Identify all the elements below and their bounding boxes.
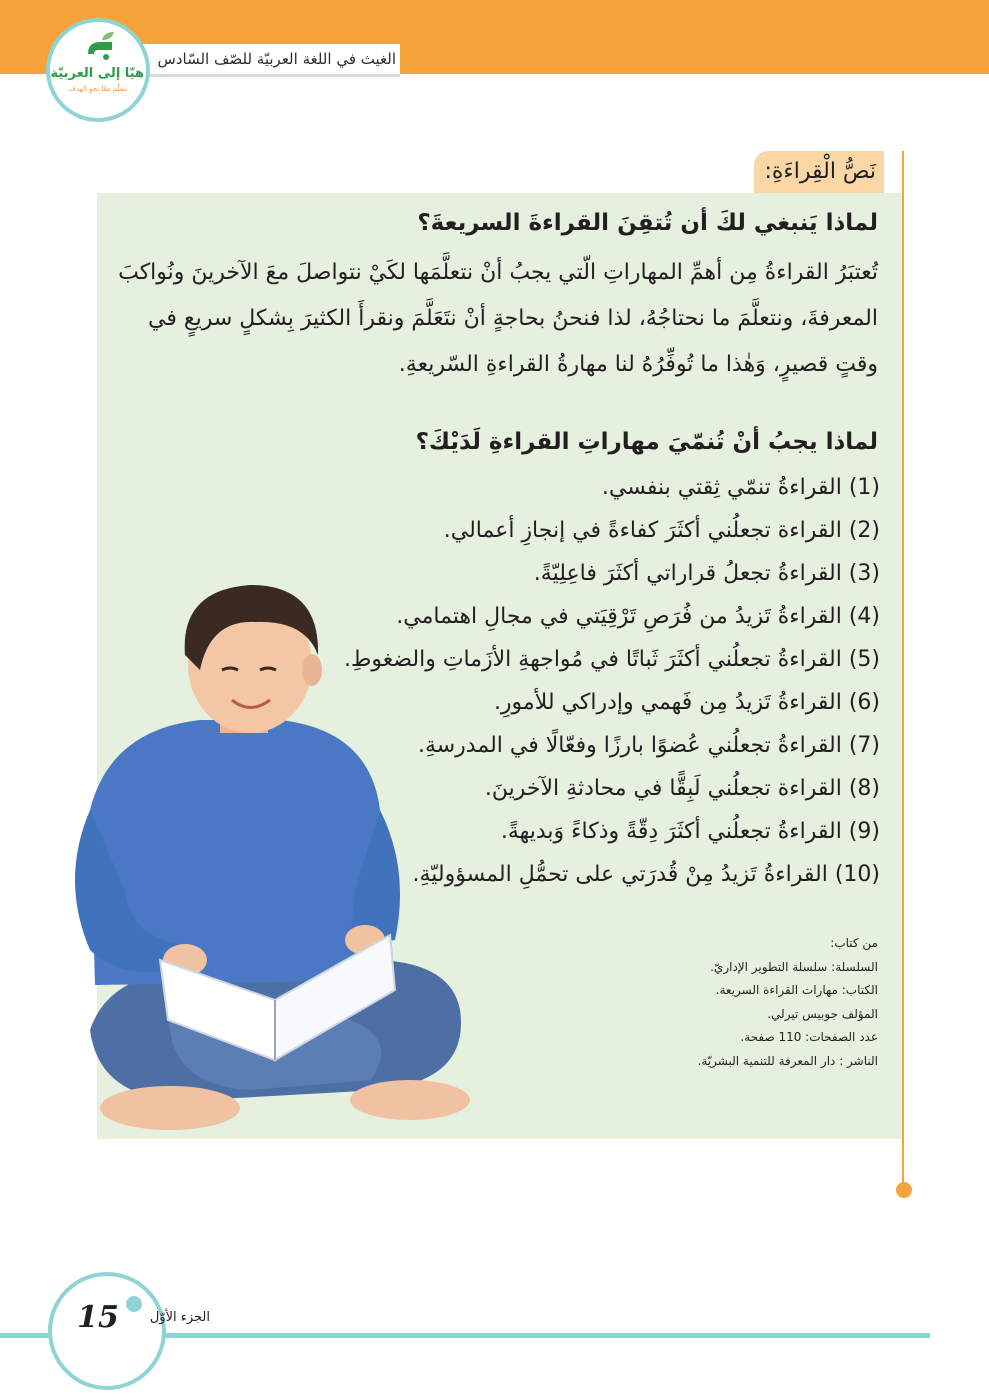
leaf-logo-icon [82, 30, 118, 62]
list-item: (2) القراءة تجعلُني أكثَرَ كفاءةً في إنجازِ أعمالي. [443, 518, 880, 543]
source-line: الكتاب: مهارات القراءة السريعة. [715, 983, 878, 997]
page-number: 15 [77, 1300, 119, 1335]
list-item: (1) القراءةُ تنمّي ثِقتي بنفسي. [601, 475, 880, 500]
book-title: الغيث في اللغة العربيّة للصّف السّادس [157, 50, 396, 68]
logo-name: هيّا إلى العربيّة [50, 66, 144, 81]
source-line: الناشر : دار المعرفة للتنمية البشريّة. [697, 1053, 878, 1068]
boy-reading-illustration [50, 560, 490, 1140]
section-title: نَصُّ الْقِراءَةِ: [764, 159, 876, 184]
book-source [610, 932, 878, 1073]
list-item: (4) القراءةُ تَزيدُ من فُرَصِ تَرْقِيَتي في مجالِ اهتمامي. [396, 604, 880, 629]
question-heading-1: لماذا يَنبغي لكَ أن تُتقِنَ القراءةَ السريعةَ؟ [417, 210, 878, 236]
source-line: من كتاب: [830, 936, 878, 950]
side-rule-dot [896, 1182, 912, 1198]
list-item: (10) القراءةُ تَزيدُ مِنْ قُدرَتي على تحمُّلِ المسؤوليّةِ. [412, 862, 880, 887]
list-item: (8) القراءة تجعلُني لَبِقًّا في محادثةِ الآخرينَ. [484, 776, 880, 801]
source-line: المؤلف جوبيس تيرلي. [767, 1006, 878, 1021]
part-label: الجزء الأوّل [149, 1310, 210, 1325]
list-item: (3) القراءةُ تجعلُ قراراتي أكثَرَ فاعِلِيّةً. [533, 561, 880, 586]
reading-paragraph: تُعتبَرُ القراءةُ مِن أهمِّ المهاراتِ الّتي يجبُ أنْ نتعلَّمَها لكَيْ نتواصلَ معَ الآخرينَ ونُواكبَ المعرفةَ، ونتعلَّمَ ما نحتاجُهُ، لذا فنحنُ بحاجةٍ أنْ نتَعَلَّمَ ونقرأَ الكثيرَ بِشكلٍ سريعٍ في وقتٍ قصيرٍ، وَهٰذا ما تُوفِّرُهُ لنا مهارةُ القراءةِ السّريعةِ. [118, 260, 878, 377]
list-item: (9) القراءةُ تجعلُني أكثَرَ دِقّةً وذكاءً وَبديهةً. [500, 819, 880, 844]
source-line: عدد الصفحات: 110 صفحة. [740, 1030, 878, 1044]
list-item: (6) القراءةُ تَزيدُ مِن فَهمي وإدراكي للأمورِ. [493, 690, 880, 715]
list-item: (5) القراءةُ تجعلُني أكثَرَ ثَباتًا في مُواجهةِ الأزَماتِ والضغوطِ. [343, 647, 880, 672]
source-line: السلسلة: سلسلة التطوير الإداريّ. [710, 959, 878, 974]
list-item: (7) القراءةُ تجعلُني عُضوًا بارزًا وفعّالًا في المدرسةِ. [417, 733, 880, 758]
logo-slogan: نتعلّم معًا نحو الهدف [68, 85, 128, 93]
question-heading-2: لماذا يجبُ أنْ تُنمّيَ مهاراتِ القراءةِ لَدَيْكَ؟ [415, 429, 878, 455]
side-rule [902, 151, 904, 1186]
